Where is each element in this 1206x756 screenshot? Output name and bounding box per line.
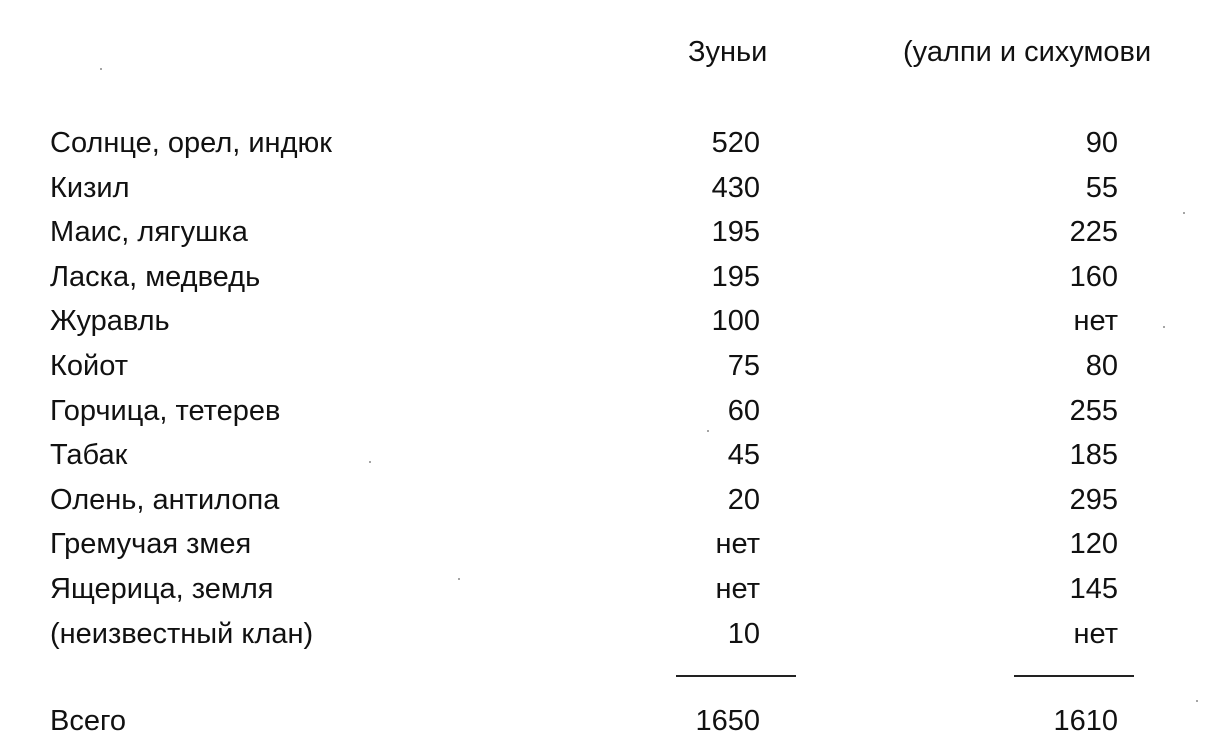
row-value-other: 145: [1069, 573, 1118, 605]
row-value-zuni: 75: [727, 350, 760, 382]
row-label: Солнце, орел, индюк: [50, 127, 332, 159]
sum-rule-other: [1014, 675, 1134, 677]
row-value-other: 255: [1069, 395, 1118, 427]
row-value-other: нет: [1073, 618, 1118, 650]
row-label: Койот: [50, 350, 128, 382]
row-value-zuni: 60: [727, 395, 760, 427]
column-header-zuni: Зуньи: [688, 36, 768, 68]
row-value-zuni: 195: [711, 261, 760, 293]
row-label: Горчица, тетерев: [50, 395, 281, 427]
row-value-other: 80: [1085, 350, 1118, 382]
row-value-zuni: нет: [715, 528, 760, 560]
scan-speck: [100, 68, 102, 70]
row-value-zuni: нет: [715, 573, 760, 605]
row-value-other: 295: [1069, 484, 1118, 516]
row-label: Журавль: [50, 305, 170, 337]
row-label: Маис, лягушка: [50, 216, 248, 248]
scan-speck: [369, 461, 371, 463]
row-value-other: 225: [1069, 216, 1118, 248]
scan-speck: [1196, 700, 1198, 702]
row-label: Олень, антилопа: [50, 484, 280, 516]
column-header-walpi-sichomovi: (уалпи и сихумови: [903, 36, 1152, 68]
row-label: (неизвестный клан): [50, 618, 314, 650]
row-value-other: 55: [1085, 172, 1118, 204]
row-value-zuni: 195: [711, 216, 760, 248]
row-value-zuni: 430: [711, 172, 760, 204]
total-zuni: 1650: [695, 705, 760, 737]
row-value-other: 90: [1085, 127, 1118, 159]
total-other: 1610: [1053, 705, 1118, 737]
scan-speck: [1183, 212, 1185, 214]
row-value-zuni: 10: [727, 618, 760, 650]
scan-speck: [1163, 326, 1165, 328]
scan-speck: [458, 578, 460, 580]
row-label: Ящерица, земля: [50, 573, 274, 605]
row-value-zuni: 520: [711, 127, 760, 159]
total-label: Всего: [50, 705, 127, 737]
row-value-other: нет: [1073, 305, 1118, 337]
row-value-other: 160: [1069, 261, 1118, 293]
row-value-zuni: 45: [727, 439, 760, 471]
row-value-zuni: 100: [711, 305, 760, 337]
row-label: Табак: [50, 439, 128, 471]
row-value-zuni: 20: [727, 484, 760, 516]
row-label: Кизил: [50, 172, 130, 204]
sum-rule-zuni: [676, 675, 796, 677]
row-label: Гремучая змея: [50, 528, 252, 560]
row-label: Ласка, медведь: [50, 261, 261, 293]
scan-speck: [707, 430, 709, 432]
row-value-other: 120: [1069, 528, 1118, 560]
row-value-other: 185: [1069, 439, 1118, 471]
